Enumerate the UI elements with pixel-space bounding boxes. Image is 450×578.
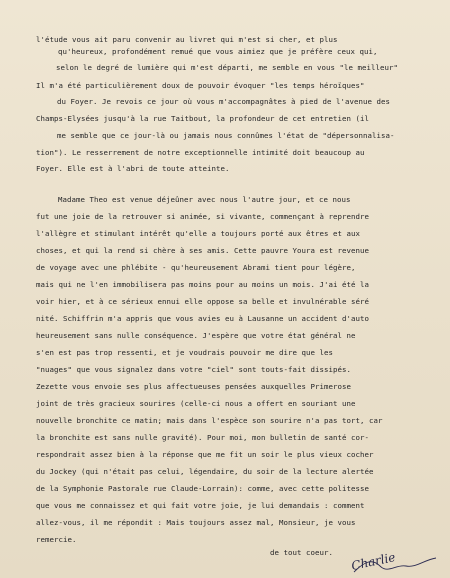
text-line: Il m'a été particulièrement doux de pouvoir évoquer "les temps héroïques" xyxy=(36,81,365,90)
text-line: allez-vous, il me répondit : Mais toujours assez mal, Monsieur, je vous xyxy=(36,518,356,527)
text-line: nouvelle bronchite ce matin; mais dans l'espèce son sourire n'a pas tort, car xyxy=(36,416,383,425)
text-line: "nuages" que vous signalez dans votre "ciel" sont touts-fait dissipés. xyxy=(36,365,351,374)
text-line: du Foyer. Je revois ce jour où vous m'accompagnâtes à pied de l'avenue des xyxy=(57,97,390,106)
text-line: de voyage avec une phlébite - qu'heureusement Abrami tient pour légère, xyxy=(36,263,356,272)
text-line: Champs-Elysées jusqu'à la rue Taitbout, la profondeur de cet entretien (il xyxy=(36,114,369,123)
text-line: tion"). Le resserrement de notre exceptionnelle intimité doit beaucoup au xyxy=(36,148,365,157)
text-line: Madame Theo est venue déjeûner avec nous l'autre jour, et ce nous xyxy=(58,195,351,204)
text-line: qu'heureux, profondément remué que vous aimiez que je préfère ceux qui, xyxy=(58,47,378,56)
text-line: l'allègre et stimulant intérêt qu'elle a toujours porté aux êtres et aux xyxy=(36,229,360,238)
text-line: remercie. xyxy=(36,535,77,544)
text-line: respondrait assez bien à la réponse que me fit un soir le plus vieux cocher xyxy=(36,450,374,459)
text-line: de la Symphonie Pastorale rue Claude-Lorrain): comme, avec cette politesse xyxy=(36,484,369,493)
text-line: nité. Schiffrin m'a appris que vous avies eu à Lausanne un accident d'auto xyxy=(36,314,369,323)
text-line: voir hier, et à ce sérieux ennui elle oppose sa belle et invulnérable séré xyxy=(36,297,369,306)
text-line: selon le degré de lumière qui m'est départi, me semble en vous "le meilleur" xyxy=(56,63,398,72)
text-line: Foyer. Elle est à l'abri de toute atteinte. xyxy=(36,164,230,173)
text-line: la bronchite est sans nulle gravité). Pour moi, mon bulletin de santé cor- xyxy=(36,433,369,442)
text-line: choses, et qui la rend si chère à ses amis. Cette pauvre Youra est revenue xyxy=(36,246,369,255)
text-line: fut une joie de la retrouver si animée, si vivante, commençant à reprendre xyxy=(36,212,369,221)
text-line: l'étude vous ait paru convenir au livret qui m'est si cher, et plus xyxy=(36,35,338,44)
text-line: que vous me connaissez et qui fait votre joie, je lui demandais : comment xyxy=(36,501,365,510)
text-line: Zezette vous envoie ses plus affectueuses pensées auxquelles Primerose xyxy=(36,382,351,391)
closing-line: de tout coeur. xyxy=(270,548,333,557)
text-line: mais qui ne l'en immobilisera pas moins pour au moins un mois. J'ai été la xyxy=(36,280,369,289)
handwritten-signature: Charlie xyxy=(350,550,397,573)
text-line: s'en est pas trop ressenti, et je voudrais pouvoir me dire que les xyxy=(36,348,333,357)
text-line: me semble que ce jour-là ou jamais nous connûmes l'état de "dépersonnalisa- xyxy=(57,131,395,140)
text-line: joint de très gracieux sourires (celle-ci nous a offert en souriant une xyxy=(36,399,356,408)
text-line: heureusement sans nulle conséquence. J'espère que votre état général ne xyxy=(36,331,356,340)
text-line: du Jockey (qui n'était pas celui, légendaire, du soir de la lecture alertée xyxy=(36,467,374,476)
